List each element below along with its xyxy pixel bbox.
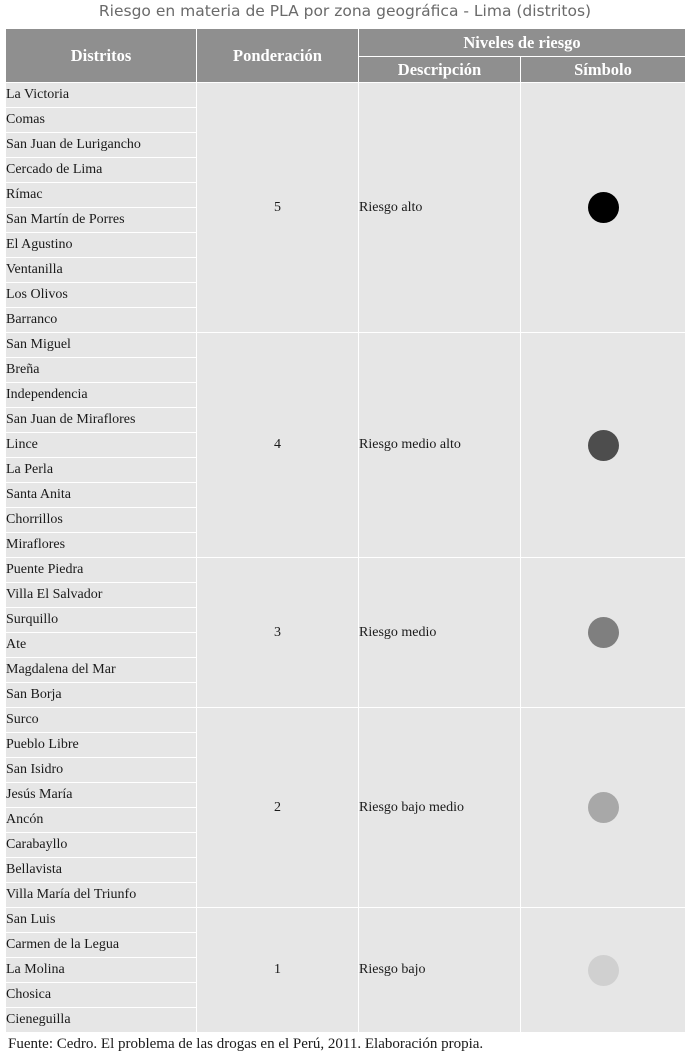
weight-value: 4 bbox=[197, 333, 359, 558]
table-row bbox=[6, 708, 686, 733]
header-risk-levels: Niveles de riesgo bbox=[359, 29, 686, 57]
risk-symbol-cell bbox=[521, 558, 686, 708]
district-name: Ate bbox=[6, 633, 197, 658]
district-name: Carabayllo bbox=[6, 833, 197, 858]
district-name: Jesús María bbox=[6, 783, 197, 808]
header-symbol: Símbolo bbox=[521, 57, 686, 83]
district-name: Breña bbox=[6, 358, 197, 383]
district-name: Comas bbox=[6, 108, 197, 133]
table-row bbox=[6, 558, 686, 583]
header-districts: Distritos bbox=[6, 29, 197, 83]
district-name: Barranco bbox=[6, 308, 197, 333]
district-name: Carmen de la Legua bbox=[6, 933, 197, 958]
source-note: Fuente: Cedro. El problema de las drogas en el Perú, 2011. Elaboración propia. bbox=[8, 1036, 484, 1052]
risk-description: Riesgo medio bbox=[359, 558, 521, 708]
district-name: San Borja bbox=[6, 683, 197, 708]
district-name: Santa Anita bbox=[6, 483, 197, 508]
weight-value: 1 bbox=[197, 908, 359, 1033]
weight-value: 5 bbox=[197, 83, 359, 333]
table-body bbox=[6, 83, 686, 1033]
risk-description: Riesgo bajo medio bbox=[359, 708, 521, 908]
district-name: Surco bbox=[6, 708, 197, 733]
header-weight: Ponderación bbox=[197, 29, 359, 83]
district-name: Independencia bbox=[6, 383, 197, 408]
district-name: Chosica bbox=[6, 983, 197, 1008]
table-row bbox=[6, 83, 686, 108]
risk-table bbox=[5, 28, 686, 1033]
risk-symbol-cell bbox=[521, 83, 686, 333]
risk-description: Riesgo alto bbox=[359, 83, 521, 333]
district-name: San Juan de Miraflores bbox=[6, 408, 197, 433]
risk-dot-icon bbox=[588, 955, 619, 986]
district-name: Los Olivos bbox=[6, 283, 197, 308]
table-row bbox=[6, 908, 686, 933]
district-name: Chorrillos bbox=[6, 508, 197, 533]
district-name: Cieneguilla bbox=[6, 1008, 197, 1033]
district-name: Villa María del Triunfo bbox=[6, 883, 197, 908]
district-name: El Agustino bbox=[6, 233, 197, 258]
district-name: Lince bbox=[6, 433, 197, 458]
district-name: Pueblo Libre bbox=[6, 733, 197, 758]
district-name: San Luis bbox=[6, 908, 197, 933]
district-name: Magdalena del Mar bbox=[6, 658, 197, 683]
district-name: La Victoria bbox=[6, 83, 197, 108]
risk-description: Riesgo medio alto bbox=[359, 333, 521, 558]
weight-value: 3 bbox=[197, 558, 359, 708]
risk-dot-icon bbox=[588, 430, 619, 461]
district-name: Cercado de Lima bbox=[6, 158, 197, 183]
risk-symbol-cell bbox=[521, 333, 686, 558]
district-name: San Martín de Porres bbox=[6, 208, 197, 233]
risk-symbol-cell bbox=[521, 708, 686, 908]
district-name: Puente Piedra bbox=[6, 558, 197, 583]
district-name: Ancón bbox=[6, 808, 197, 833]
district-name: San Isidro bbox=[6, 758, 197, 783]
header-description: Descripción bbox=[359, 57, 521, 83]
risk-dot-icon bbox=[588, 792, 619, 823]
district-name: San Miguel bbox=[6, 333, 197, 358]
district-name: Rímac bbox=[6, 183, 197, 208]
risk-symbol-cell bbox=[521, 908, 686, 1033]
risk-description: Riesgo bajo bbox=[359, 908, 521, 1033]
table-caption: Riesgo en materia de PLA por zona geográfica - Lima (distritos) bbox=[98, 2, 592, 20]
risk-dot-icon bbox=[588, 617, 619, 648]
district-name: La Perla bbox=[6, 458, 197, 483]
weight-value: 2 bbox=[197, 708, 359, 908]
district-name: Bellavista bbox=[6, 858, 197, 883]
district-name: Miraflores bbox=[6, 533, 197, 558]
district-name: Surquillo bbox=[6, 608, 197, 633]
district-name: San Juan de Lurigancho bbox=[6, 133, 197, 158]
table-row bbox=[6, 333, 686, 358]
district-name: Ventanilla bbox=[6, 258, 197, 283]
risk-dot-icon bbox=[588, 192, 619, 223]
district-name: Villa El Salvador bbox=[6, 583, 197, 608]
district-name: La Molina bbox=[6, 958, 197, 983]
